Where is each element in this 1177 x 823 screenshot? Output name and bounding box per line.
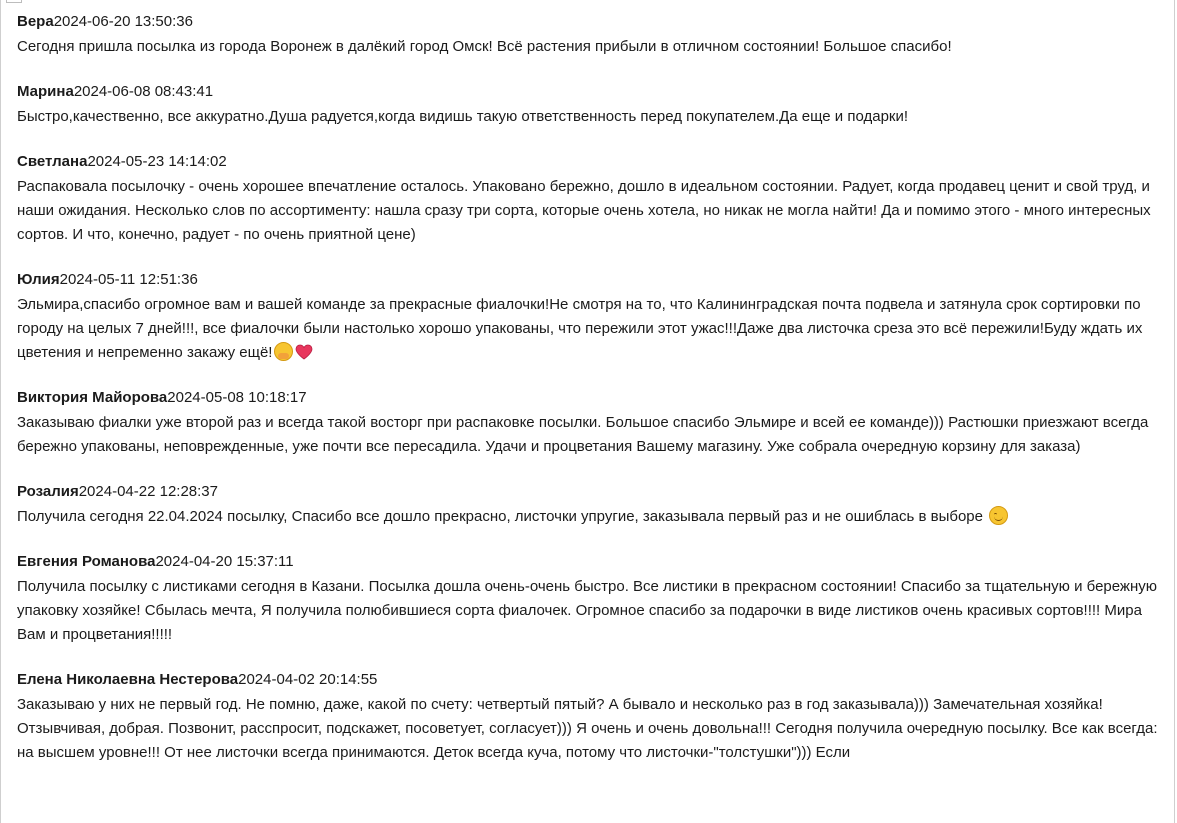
review-header (17, 670, 1165, 689)
review-date: 2024-04-22 12:28:37 (78, 483, 218, 500)
review-date: 2024-04-20 15:37:11 (155, 553, 294, 570)
review-author: Светлана (17, 153, 88, 170)
review-date: 2024-06-20 13:50:36 (53, 13, 193, 30)
review-header (17, 270, 1165, 289)
review-item (17, 388, 1165, 459)
review-header (17, 482, 1165, 501)
review-item (17, 12, 1165, 59)
review-date: 2024-04-02 20:14:55 (238, 671, 378, 688)
review-author: Юлия (17, 271, 60, 288)
review-item (17, 482, 1165, 529)
review-date: 2024-05-23 14:14:02 (87, 153, 227, 170)
review-header (17, 388, 1165, 407)
review-author: Вера (17, 13, 54, 30)
review-header (17, 552, 1165, 571)
review-author: Розалия (17, 483, 79, 500)
review-header (17, 152, 1165, 171)
review-date: 2024-06-08 08:43:41 (73, 83, 214, 100)
review-author: Виктория Майорова (17, 389, 168, 406)
review-text: Сегодня пришла посылка из города Воронеж в далёкий город Омск! Всё растения прибыли в отличном состоянии! Большое спасибо! (17, 38, 952, 55)
review-text: Заказываю фиалки уже второй раз и всегда такой восторг при распаковке посылки. Большое спасибо Эльмире и всей ее команде))) Растюшки приезжают всегда бережно упакованы, неповрежденные, уже почти все пересадила. Удачи и процветания Вашему магазину. Уже собрала очередную корзину для заказа) (17, 414, 1149, 455)
heart-emoji (295, 344, 313, 360)
review-text: Распаковала посылочку - очень хорошее впечатление осталось. Упаковано бережно, дошло в идеальном состоянии. Радует, когда продавец ценит и свой труд, и наши ожидания. Несколько слов по ассортименту: нашла сразу три сорта, которые очень хотела, но никак не могла найти! Да и помимо этого - много интересных сортов. И что, конечно, радует - по очень приятной цене) (17, 178, 1151, 243)
review-author: Евгения Романова (17, 553, 156, 570)
review-item (17, 552, 1165, 647)
smiling-face-emoji (989, 506, 1008, 525)
review-item (17, 82, 1165, 129)
review-author: Елена Николаевна Нестерова (17, 671, 239, 688)
review-text: Быстро,качественно, все аккуратно.Душа радуется,когда видишь такую ответственность перед покупателем.Да еще и подарки! (17, 108, 909, 125)
hugging-face-emoji (274, 342, 293, 361)
review-text: Заказываю у них не первый год. Не помню, даже, какой по счету: четвертый пятый? А бывало и несколько раз в год заказывала))) Замечательная хозяйка! Отзывчивая, добрая. Позвонит, расспросит, подскажет, посоветует, согласует))) Я очень и очень довольна!!! Сегодня получила очередную посылку. Все как всегда: на высшем уровне!!! От нее листочки всегда принимаются. Деток всегда куча, потому что листочки-"толстушки"))) Если (17, 696, 1158, 761)
resize-handle[interactable] (6, 0, 22, 3)
review-item (17, 152, 1165, 247)
review-text-content: Эльмира,спасибо огромное вам и вашей команде за прекрасные фиалочки!Не смотря на то, что Калининградская почта подвела и затянула срок сортировки по городу на целых 7 дней!!!, все фиалочки были настолько хорошо упакованы, что пережили этот ужас!!!Даже два листочка среза это всё пережили!Буду ждать их цветения и непременно закажу ещё! (17, 296, 1143, 361)
review-text (17, 505, 1165, 529)
review-header (17, 12, 1165, 31)
review-text (17, 293, 1165, 365)
review-date: 2024-05-11 12:51:36 (59, 271, 198, 288)
review-header (17, 82, 1165, 101)
reviews-list (17, 12, 1165, 788)
review-item (17, 270, 1165, 365)
review-item (17, 670, 1165, 765)
review-text-content: Получила сегодня 22.04.2024 посылку, Спасибо все дошло прекрасно, листочки упругие, заказывала первый раз и не ошиблась в выборе (17, 508, 988, 525)
review-text: Получила посылку с листиками сегодня в Казани. Посылка дошла очень-очень быстро. Все листики в прекрасном состоянии! Спасибо за тщательную и бережную упаковку хозяйке! Сбылась мечта, Я получила полюбившиеся сорта фиалочек. Огромное спасибо за подарочки в виде листиков очень красивых сортов!!!! Мира Вам и процветания!!!!! (17, 578, 1157, 643)
review-author: Марина (17, 83, 74, 100)
review-date: 2024-05-08 10:18:17 (167, 389, 307, 406)
